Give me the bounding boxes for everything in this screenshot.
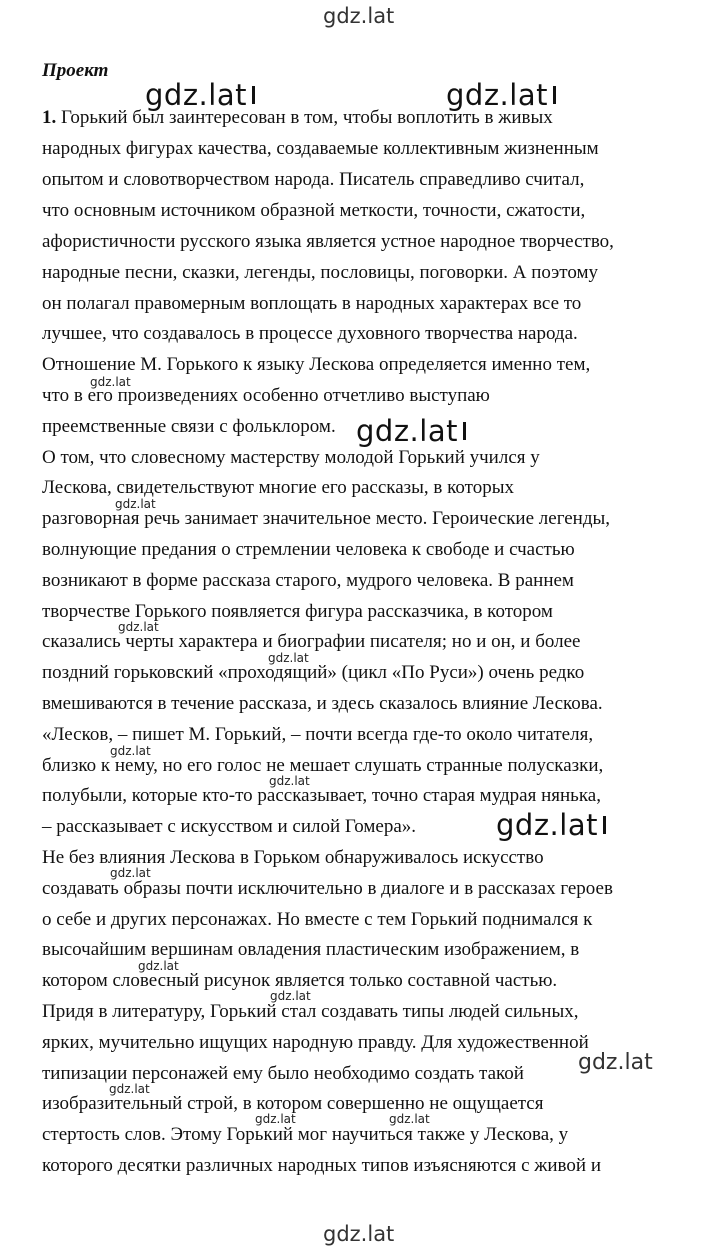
watermark-small: gdz.lat [269,774,310,788]
watermark-small: gdz.lat [90,375,131,389]
text-line: вмешиваются в течение рассказа, и здесь сказалось влияние Лескова. [42,693,603,714]
text-line: о себе и других персонажах. Но вместе с тем Горький поднимался к [42,909,593,930]
text-line: 1. Горький был заинтересован в том, чтобы воплотить в живых [42,107,553,128]
text-line: ярких, мучительно ищущих народную правду. Для художественной [42,1032,589,1053]
text-line: поздний горьковский «проходящий» (цикл «По Руси») очень редко [42,662,585,683]
watermark-small: gdz.lat [109,1082,150,1096]
watermark-small: gdz.lat [268,651,309,665]
watermark-small: gdz.lat [270,989,311,1003]
watermark-small: gdz.lat [110,866,151,880]
text-line: котором словесный рисунок является только составной частью. [42,970,558,991]
text-line: сказались черты характера и биографии писателя; но и он, и более [42,631,581,652]
text-line: Отношение М. Горького к языку Лескова определяется именно тем, [42,354,591,375]
text-line: О том, что словесному мастерству молодой Горький учился у [42,447,540,468]
text-line: лучшее, что создавалось в процессе духовного творчества народа. [42,323,578,344]
text-line: разговорная речь занимает значительное место. Героические легенды, [42,508,611,529]
watermark-small: gdz.lat [115,497,156,511]
watermark-small: gdz.lat [255,1112,296,1126]
watermark-small: gdz.lat [389,1112,430,1126]
section-title: Проект [42,60,109,81]
text-line: Не без влияния Лескова в Горьком обнаруживалось искусство [42,847,544,868]
watermark: gdz.lat [446,81,556,110]
text-line: народные песни, сказки, легенды, пословицы, поговорки. А поэтому [42,262,598,283]
text-line: Придя в литературу, Горький стал создавать типы людей сильных, [42,1001,579,1022]
item-number: 1. [42,107,57,128]
text-line: народных фигурах качества, создаваемые коллективным жизненным [42,138,599,159]
text-line: которого десятки различных народных типов изъясняются с живой и [42,1155,601,1176]
text-line: «Лесков, – пишет М. Горький, – почти всегда где-то около читателя, [42,724,594,745]
watermark-bottom: gdz.lat [323,1222,395,1246]
text-line: близко к нему, но его голос не мешает слушать странные полусказки, [42,755,604,776]
text-line: полубыли, которые кто-то рассказывает, точно старая мудрая нянька, [42,785,601,806]
text-line: что в его произведениях особенно отчетливо выступаю [42,385,490,406]
text-line: создавать образы почти исключительно в диалоге и в рассказах героев [42,878,613,899]
text-line: преемственные связи с фольклором. [42,416,336,437]
watermark-small: gdz.lat [118,620,159,634]
watermark: gdz.lat [578,1050,653,1075]
text-line: типизации персонажей ему было необходимо создать такой [42,1063,524,1084]
text-line: опытом и словотворчеством народа. Писатель справедливо считал, [42,169,585,190]
text-line: высочайшим вершинам овладения пластическим изображением, в [42,939,580,960]
text-line: Лескова, свидетельствуют многие его рассказы, в которых [42,477,514,498]
watermark: gdz.lat [356,417,466,446]
text-line: волнующие предания о стремлении человека к свободе и счастью [42,539,575,560]
watermark: gdz.lat [496,811,606,840]
watermark: gdz.lat [145,81,255,110]
text-line: он полагал правомерным воплощать в народных характерах все то [42,293,582,314]
text-line: возникают в форме рассказа старого, мудрого человека. В раннем [42,570,574,591]
watermark-small: gdz.lat [110,744,151,758]
watermark-top: gdz.lat [323,4,395,28]
text-line: стертость слов. Этому Горький мог научиться также у Лескова, у [42,1124,569,1145]
text-line: творчестве Горького появляется фигура рассказчика, в котором [42,601,553,622]
watermark-small: gdz.lat [138,959,179,973]
text-line: афористичности русского языка является устное народное творчество, [42,231,614,252]
text-line: изобразительный строй, в котором совершенно не ощущается [42,1093,544,1114]
text-line: что основным источником образной меткости, точности, сжатости, [42,200,586,221]
text-line: – рассказывает с искусством и силой Гомера». [42,816,417,837]
